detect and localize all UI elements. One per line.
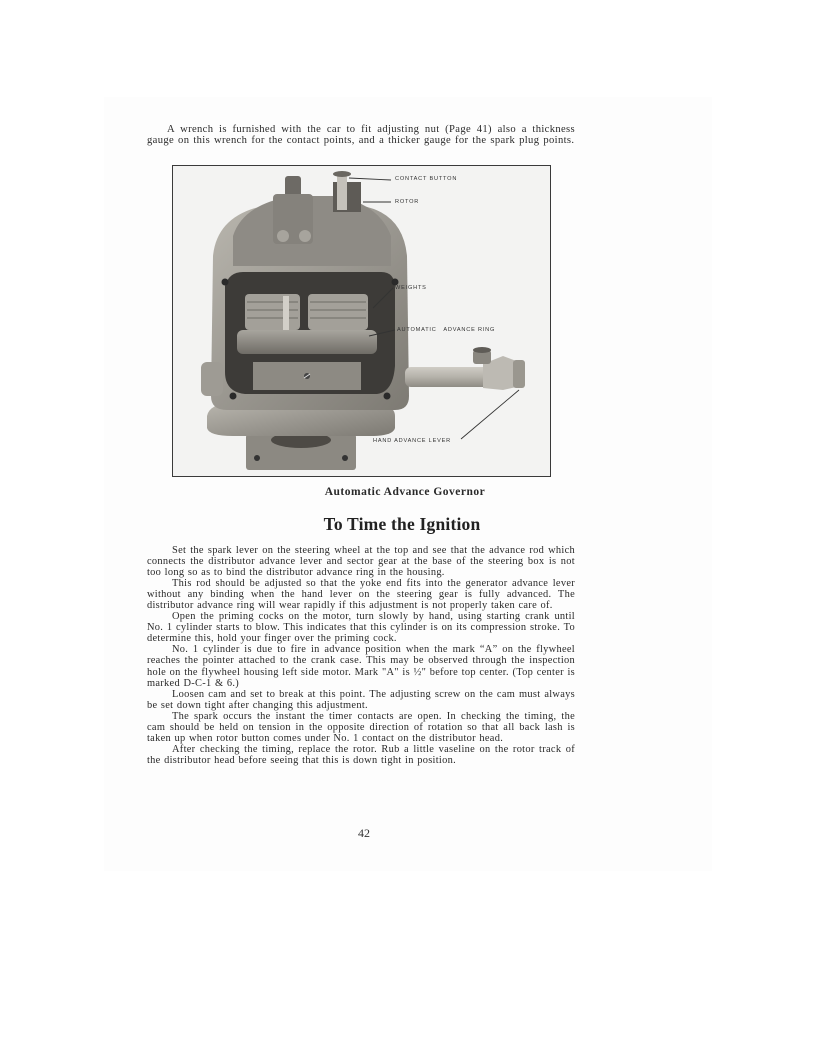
figure-automatic-advance-governor <box>172 165 551 477</box>
governor-illustration <box>173 166 550 476</box>
paragraph: Open the priming cocks on the motor, turn slowly by hand, using starting crank until No. 1 cylinder starts to blow. This indicates that this cylinder is on its compression stroke. To determine this, hold your finger over the priming cock. <box>147 611 575 645</box>
page-number <box>0 826 816 841</box>
callout-rotor: ROTOR <box>395 199 420 205</box>
paragraph: Loosen cam and set to break at this point. The adjusting screw on the cam must always be set down tight after changing this adjustment. <box>147 688 575 711</box>
paragraph: No. 1 cylinder is due to fire in advance position when the mark “A” on the flywheel reaches the pointer attached to the crank case. This may be observed through the inspection hole on the flywheel housing left side motor. Mark "A" is ½" before top center. (Top center is marked D-C-1 & 6.) <box>147 644 575 689</box>
page-number-text: 42 <box>358 826 370 840</box>
section-heading <box>0 514 816 535</box>
callout-weights: WEIGHTS <box>395 285 427 291</box>
callout-contact-button: CONTACT BUTTON <box>395 176 458 182</box>
section-title: To Time the Ignition <box>323 514 481 534</box>
paragraph: The spark occurs the instant the timer contacts are open. In checking the timing, the cam should be held on tension in the opposite direction of rotation so that all back lash is taken up when rotor button comes under No. 1 contact on the distributor head. <box>147 710 575 744</box>
body-text <box>147 545 575 766</box>
intro-paragraph <box>147 124 575 147</box>
callout-hand-advance-lever: HAND ADVANCE LEVER <box>373 438 452 444</box>
paragraph: After checking the timing, replace the rotor. Rub a little vaseline on the rotor track of the distributor head before seeing that this is down tight in position. <box>147 743 575 766</box>
paragraph: Set the spark lever on the steering wheel at the top and see that the advance rod which connects the distributor advance lever and sector gear at the base of the steering box is not too long so as to bind the distributor advance ring in the housing. <box>147 545 575 579</box>
intro-text: A wrench is furnished with the car to fit adjusting nut (Page 41) also a thickness gauge on this wrench for the contact points, and a thicker gauge for the spark plug points. <box>147 124 575 147</box>
figure-caption-text: Automatic Advance Governor <box>324 486 486 498</box>
paragraph: This rod should be adjusted so that the yoke end fits into the generator advance lever without any binding when the hand lever on the steering gear is fully advanced. The distributor advance ring will wear rapidly if this adjustment is not properly taken care of. <box>147 578 575 612</box>
figure-caption <box>0 486 816 498</box>
callout-automatic-advance-ring: AUTOMATIC ADVANCE RING <box>397 327 496 333</box>
